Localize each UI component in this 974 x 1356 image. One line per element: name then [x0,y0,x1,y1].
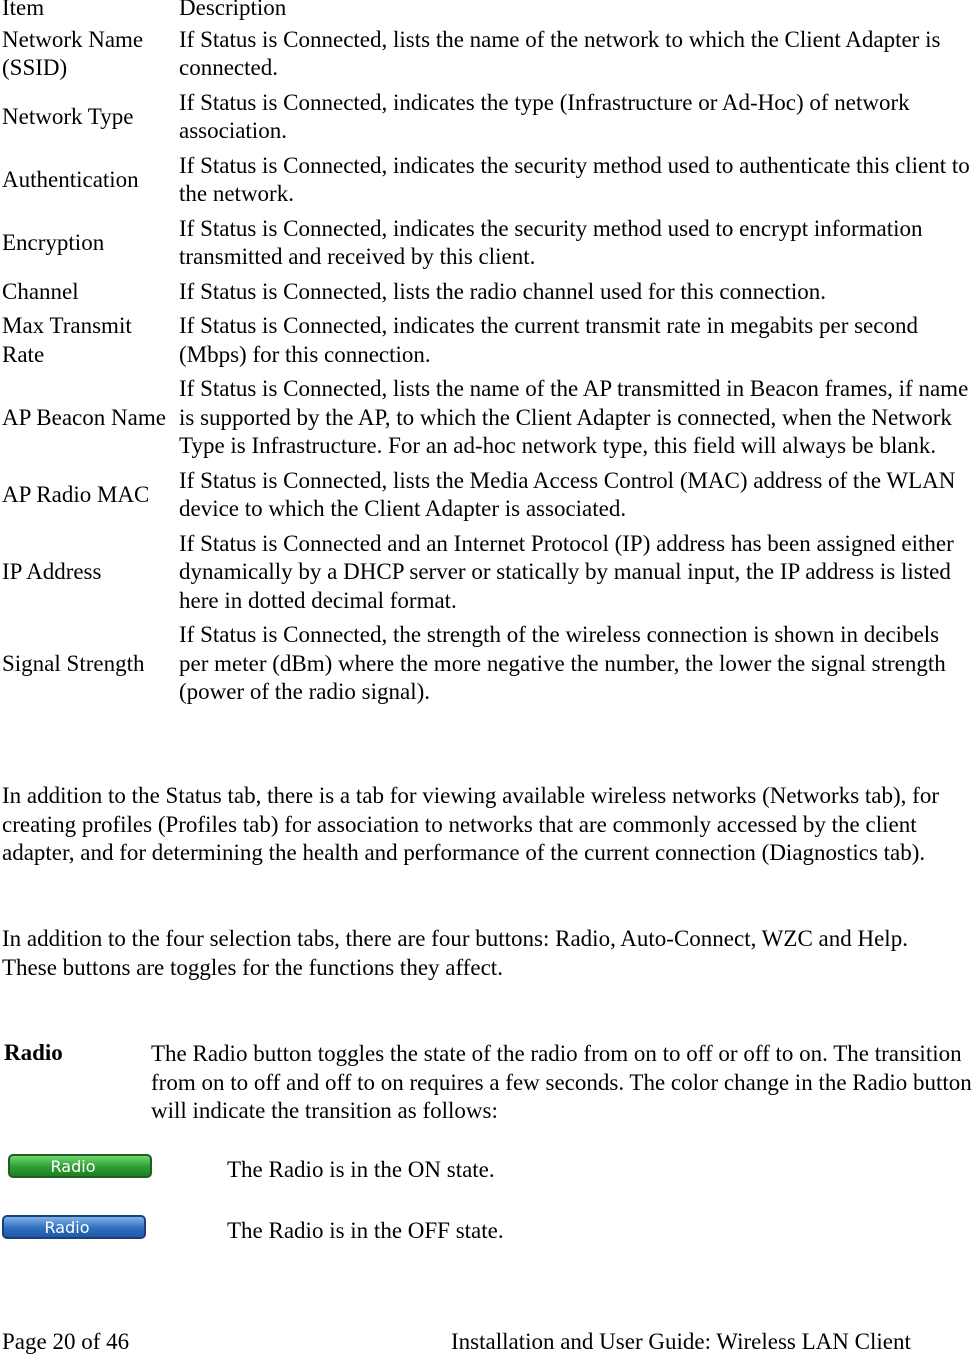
row-description: If Status is Connected, indicates the security method used to encrypt information transmitted and received by this client. [179,215,923,269]
table-row [2,309,974,372]
tabs-paragraph: In addition to the Status tab, there is a tab for viewing available wireless networks (Networks tab), for creating profiles (Profiles tab) for association to networks that are commonly accessed by the client adapter, and for determining the health and performance of the current connection (Diagnostics tab). [2,783,939,865]
row-description: If Status is Connected, indicates the security method used to authenticate this client to the network. [179,152,970,206]
table-row [2,212,974,275]
row-item: Network Type [2,103,134,129]
row-description: If Status is Connected, indicates the type (Infrastructure or Ad-Hoc) of network association. [179,89,910,143]
row-description: If Status is Connected, lists the Media Access Control (MAC) address of the WLAN device to which the Client Adapter is associated. [179,467,956,521]
row-description: If Status is Connected, the strength of the wireless connection is shown in decibels per meter (dBm) where the more negative the number, the lower the signal strength (power of the radio signal). [179,622,946,704]
table-header-row [2,0,974,23]
item-description-table [2,0,974,710]
radio-on-button [8,1154,152,1178]
row-description: If Status is Connected, indicates the current transmit rate in megabits per second (Mbps) for this connection. [179,313,918,367]
header-description: Description [179,0,287,20]
row-description: If Status is Connected, lists the radio channel used for this connection. [179,278,827,304]
row-description: If Status is Connected and an Internet Protocol (IP) address has been assigned either dynamically by a DHCP server or statically by manual input, the IP address is listed here in dotted decimal format. [179,530,954,613]
radio-off-button [2,1215,146,1239]
page-number: Page 20 of 46 [2,1329,130,1354]
radio-on-button-label: Radio [50,1156,96,1176]
buttons-paragraph: In addition to the four selection tabs, there are four buttons: Radio, Auto-Connect, WZC and Help. These buttons are toggles for the functions they affect. [2,926,908,980]
table-row [2,464,974,527]
radio-off-state-text: The Radio is in the OFF state. [227,1218,504,1243]
radio-on-state-text: The Radio is in the ON state. [227,1157,495,1182]
row-item: Signal Strength [2,650,145,676]
footer-title: Installation and User Guide: Wireless LAN Client [451,1329,911,1354]
row-item: AP Radio MAC [2,481,150,507]
table-row [2,275,974,310]
row-item: Encryption [2,229,105,255]
table-row [2,527,974,619]
radio-description: The Radio button toggles the state of the radio from on to off or off to on. The transition from on to off and off to on requires a few seconds. The color change in the Radio button will indicate the transition as follows: [151,1041,972,1123]
row-description: If Status is Connected, lists the name of the network to which the Client Adapter is connected. [179,26,941,80]
row-description: If Status is Connected, lists the name of the AP transmitted in Beacon frames, if name is supported by the AP, to which the Client Adapter is connected, when the Network Type is Infrastructure. For an ad-hoc network type, this field will always be blank. [179,376,969,458]
header-item: Item [2,0,45,20]
radio-off-button-label: Radio [44,1217,90,1237]
table-row [2,618,974,710]
row-item: Authentication [2,166,139,192]
row-item: Max Transmit Rate [2,313,132,367]
table-row [2,372,974,464]
table-row [2,23,974,86]
table-row [2,86,974,149]
row-item: AP Beacon Name [2,404,166,430]
row-item: IP Address [2,559,102,584]
radio-heading: Radio [4,1040,63,1065]
row-item: Network Name (SSID) [2,26,144,80]
table-row [2,149,974,212]
row-item: Channel [2,278,79,304]
